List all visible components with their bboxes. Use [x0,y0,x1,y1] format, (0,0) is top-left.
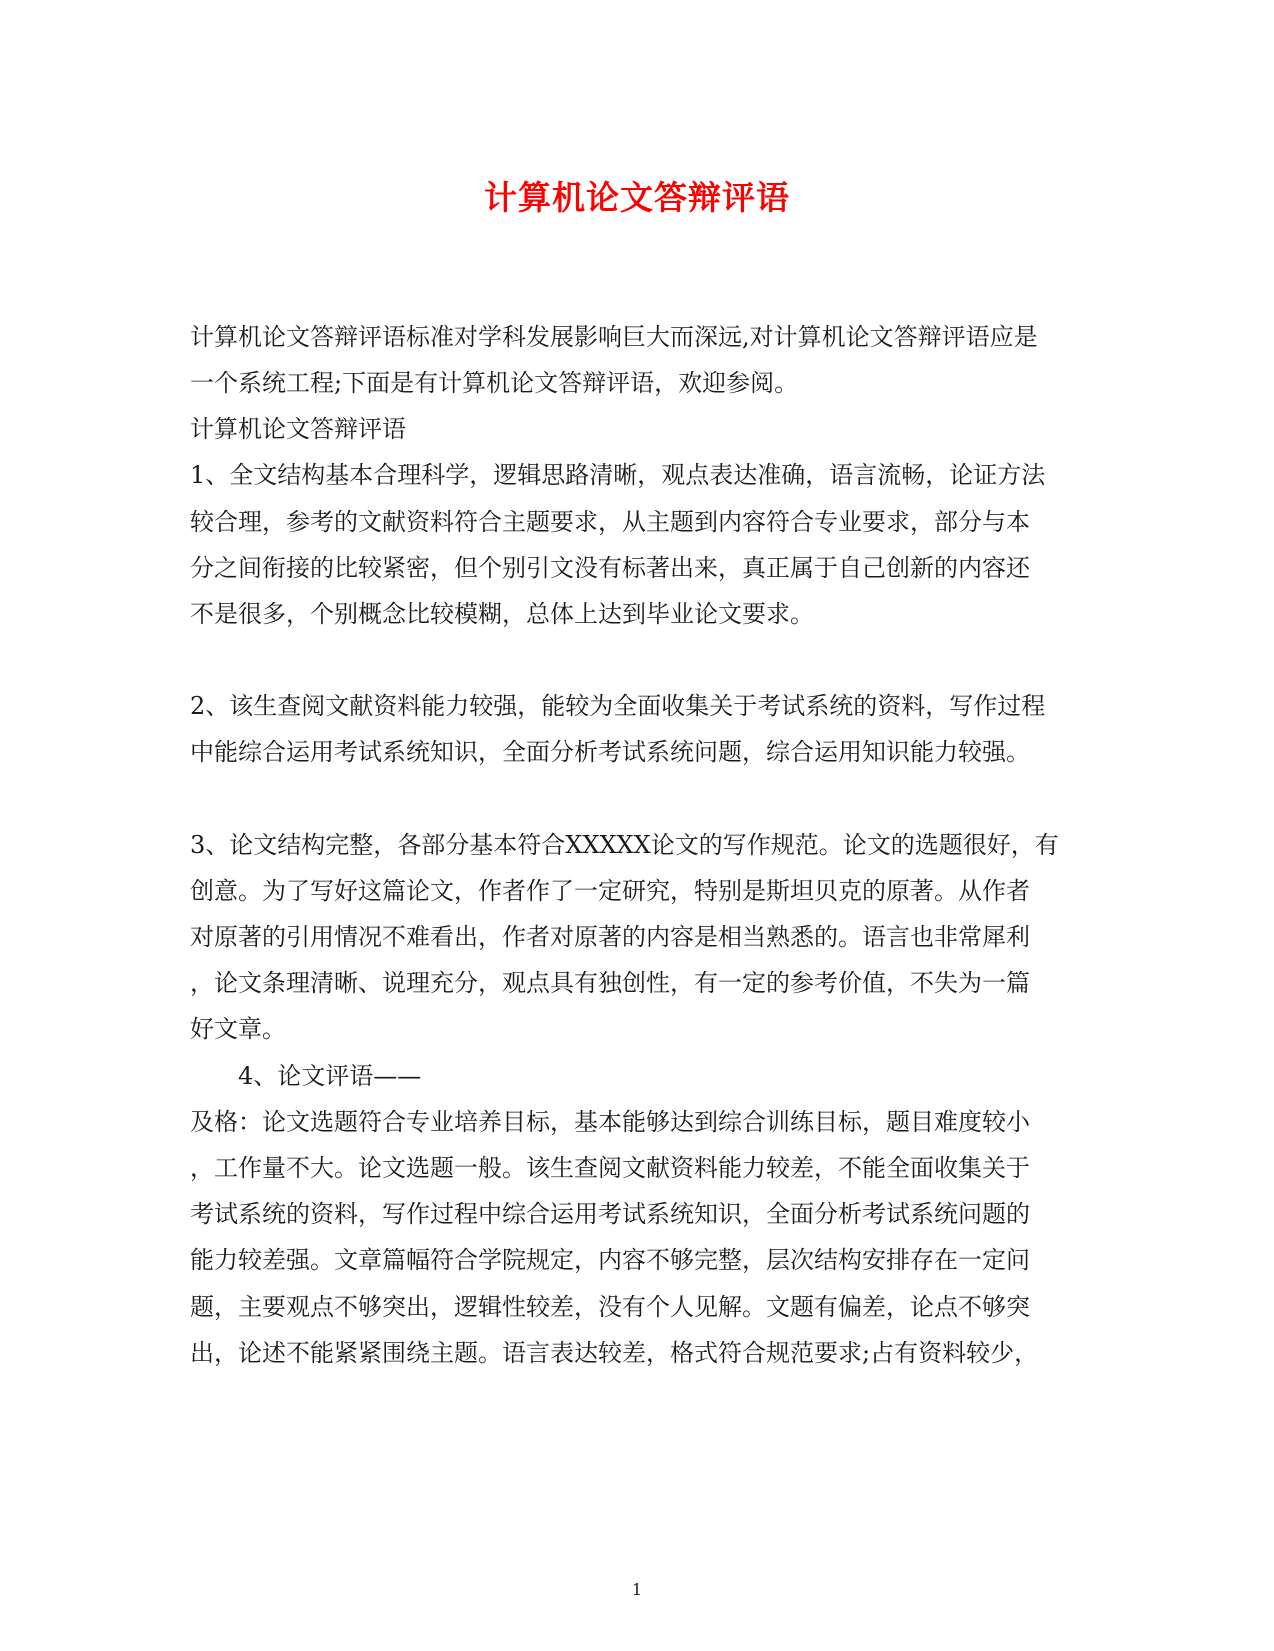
text-line: 计算机论文答辩评语 [190,415,406,443]
text-line: 3、论文结构完整，各部分基本符合XXXXX论文的写作规范。论文的选题很好，有 [190,831,1059,859]
text-line: 不是很多，个别概念比较模糊，总体上达到毕业论文要求。 [190,600,814,628]
text-line: 计算机论文答辩评语标准对学科发展影响巨大而深远,对计算机论文答辩评语应是 [190,323,1038,351]
text-line: 题，主要观点不够突出，逻辑性较差，没有个人见解。文题有偏差，论点不够突 [190,1293,1030,1321]
text-line: 及格：论文选题符合专业培养目标，基本能够达到综合训练目标，题目难度较小 [190,1108,1030,1136]
text-line: 2、该生查阅文献资料能力较强，能较为全面收集关于考试系统的资料，写作过程 [190,692,1046,720]
text-line: 对原著的引用情况不难看出，作者对原著的内容是相当熟悉的。语言也非常犀利 [190,923,1030,951]
document-title: 计算机论文答辩评语 [484,178,790,217]
page-number: 1 [631,1580,643,1599]
text-line: ，论文条理清晰、说理充分，观点具有独创性，有一定的参考价值，不失为一篇 [190,969,1030,997]
text-line: 一个系统工程;下面是有计算机论文答辩评语，欢迎参阅。 [190,369,799,397]
text-line: 4、论文评语—— [238,1062,422,1090]
text-line: 创意。为了写好这篇论文，作者作了一定研究，特别是斯坦贝克的原著。从作者 [190,877,1030,905]
text-line: ，工作量不大。论文选题一般。该生查阅文献资料能力较差，不能全面收集关于 [190,1154,1030,1182]
text-line: 能力较差强。文章篇幅符合学院规定，内容不够完整，层次结构安排存在一定问 [190,1246,1030,1274]
text-line: 中能综合运用考试系统知识，全面分析考试系统问题，综合运用知识能力较强。 [190,738,1030,766]
text-line: 1、全文结构基本合理科学，逻辑思路清晰，观点表达准确，语言流畅，论证方法 [190,461,1046,489]
text-line: 分之间衔接的比较紧密，但个别引文没有标著出来，真正属于自己创新的内容还 [190,554,1030,582]
text-line: 出，论述不能紧紧围绕主题。语言表达较差，格式符合规范要求;占有资料较少， [190,1339,1039,1367]
text-line: 考试系统的资料，写作过程中综合运用考试系统知识，全面分析考试系统问题的 [190,1200,1030,1228]
text-line: 较合理，参考的文献资料符合主题要求，从主题到内容符合专业要求，部分与本 [190,508,1030,536]
text-line: 好文章。 [190,1015,286,1043]
